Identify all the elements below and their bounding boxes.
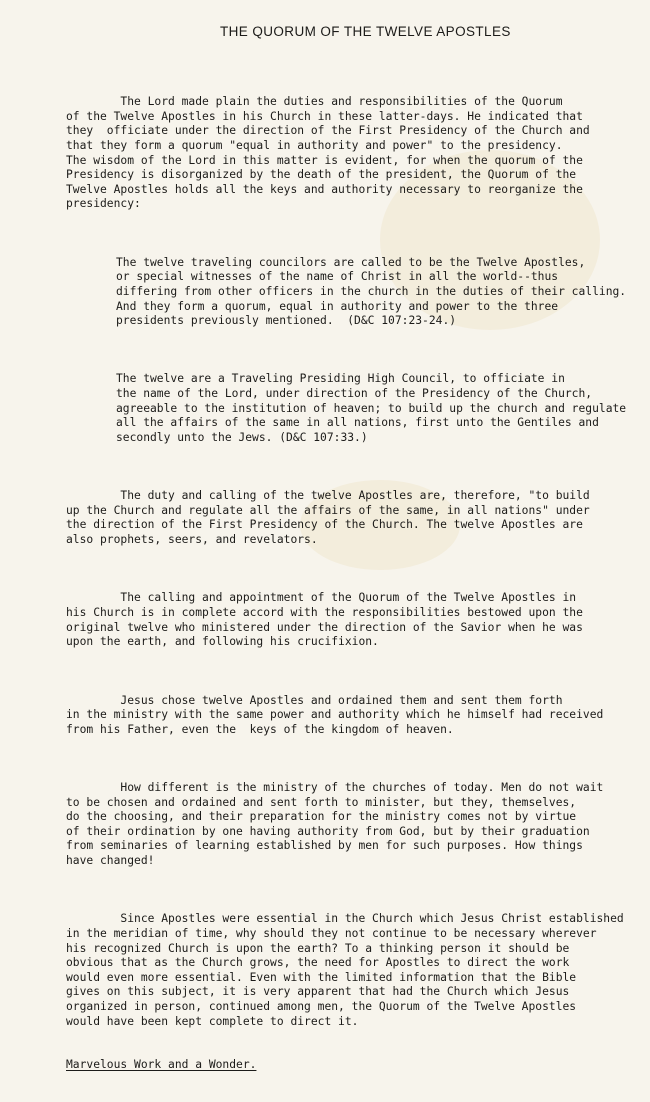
source-citation: Marvelous Work and a Wonder. (66, 1058, 257, 1072)
paragraph-jesus-chose: Jesus chose twelve Apostles and ordained them and sent them forth in the ministry with the same power and authority which he himself had received from his Father, even the keys of the kingdom of heaven. (66, 693, 604, 736)
page-title: THE QUORUM OF THE TWELVE APOSTLES (220, 24, 511, 39)
paragraph-how-different: How different is the ministry of the churches of today. Men do not wait to be chosen and ordained and sent forth to minister, but they, themselves, do the choosing, and their preparation for the ministry comes not by virtue of their ordination by one having authority from God, but by their graduation from seminaries of learning established by men for such purposes. How things have changed! (66, 781, 604, 868)
paragraph-duty: The duty and calling of the twelve Apostles are, therefore, "to build up the Church and regulate all the affairs of the same, in all nations" under the direction of the First Presidency of the Church. The twelve Apostles are also prophets, seers, and revelators. (66, 489, 590, 546)
paragraph-calling: The calling and appointment of the Quorum of the Twelve Apostles in his Church is in complete accord with the responsibilities bestowed upon the original twelve who ministered under the direction of the Savior when he was upon the earth, and following his crucifixion. (66, 591, 583, 649)
quote-dc-107-33: The twelve are a Traveling Presiding High Council, to officiate in the name of the Lord, under direction of the Presidency of the Church, agreeable to the institution of heaven; to build up the church and regulate all the affairs of the same in all nations, first unto the Gentiles and secondly unto the Jews. (D&C 107:33.) (116, 372, 627, 444)
paragraph-since-apostles: Since Apostles were essential in the Church which Jesus Christ established in the meridian of time, why should they not continue to be necessary wherever his recognized Church is upon the earth? To a thinking person it should be obvious that as the Church grows, the need for Apostles to direct the work would even more essential. Even with the limited information that the Bible gives on this subject, it is very apparent that had the Church which Jesus organized in person, continued among men, the Quorum of the Twelve Apostles would have been kept complete to direct it. (66, 912, 624, 1028)
paragraph-intro: The Lord made plain the duties and responsibilities of the Quorum of the Twelve Apostles in his Church in these latter-days. He indicated that they officiate under the direction of the First Presidency of the Church and that they form a quorum "equal in authority and power" to the presidency. The wisdom of the Lord in this matter is evident, for when the quorum of the Presidency is disorganized by the death of the president, the Quorum of the Twelve Apostles holds all the keys and authority necessary to reorganize the presidency: (66, 95, 590, 211)
document-body (66, 66, 640, 1102)
quote-dc-107-23: The twelve traveling councilors are called to be the Twelve Apostles, or special witnesses of the name of Christ in all the world--thus differing from other officers in the church in the duties of their calling. And they form a quorum, equal in authority and power to the three presidents previously mentioned. (D&C 107:23-24.) (116, 255, 627, 328)
